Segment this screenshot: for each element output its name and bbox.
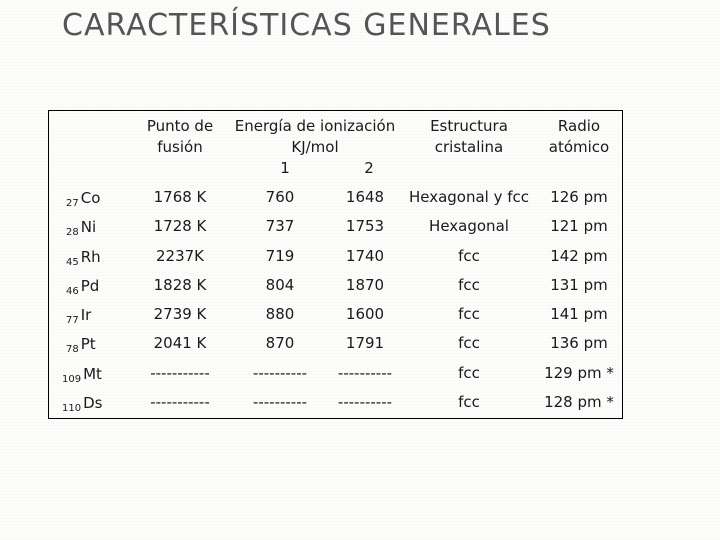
atomic-number: 110 — [62, 403, 82, 414]
cell-structure: fcc — [458, 364, 480, 382]
element-symbol — [66, 277, 99, 297]
cell-melting: 2237K — [155, 247, 204, 265]
element-symbol — [66, 306, 91, 326]
cell-ion2: 1740 — [345, 247, 385, 265]
cell-ion2: 1791 — [345, 334, 385, 352]
element-symbol — [62, 365, 102, 385]
element-symbol — [66, 218, 96, 238]
cell-ion2: ---------- — [337, 393, 393, 411]
cell-structure: fcc — [458, 393, 480, 411]
cell-structure: fcc — [458, 276, 480, 294]
cell-radius: 131 pm — [550, 276, 608, 294]
cell-ion1: 804 — [265, 276, 295, 294]
atomic-number: 28 — [66, 227, 79, 238]
symbol: Pt — [80, 335, 96, 353]
cell-melting: 1828 K — [153, 276, 207, 294]
cell-radius: 141 pm — [550, 305, 608, 323]
symbol: Ds — [83, 394, 103, 412]
cell-structure: fcc — [458, 334, 480, 352]
cell-radius: 128 pm * — [544, 393, 614, 411]
atomic-number: 46 — [66, 286, 79, 297]
cell-melting: 2041 K — [153, 334, 207, 352]
symbol: Pd — [80, 277, 100, 295]
cell-structure: Hexagonal — [429, 217, 509, 235]
cell-ion1: 760 — [265, 188, 295, 206]
cell-ion1: 880 — [265, 305, 295, 323]
cell-radius: 126 pm — [550, 188, 608, 206]
element-symbol — [66, 335, 96, 355]
cell-ion2: 1648 — [345, 188, 385, 206]
atomic-number: 77 — [66, 315, 79, 326]
cell-ion2: 1753 — [345, 217, 385, 235]
atomic-number: 45 — [66, 257, 79, 268]
header-ionization-1: 1 — [280, 159, 290, 177]
cell-radius: 121 pm — [550, 217, 608, 235]
element-symbol — [66, 189, 100, 209]
element-symbol — [62, 394, 102, 414]
cell-melting: 1728 K — [153, 217, 207, 235]
atomic-number: 78 — [66, 344, 79, 355]
cell-melting: 1768 K — [153, 188, 207, 206]
cell-radius: 136 pm — [550, 334, 608, 352]
symbol: Rh — [80, 248, 101, 266]
cell-structure: fcc — [458, 305, 480, 323]
symbol: Co — [80, 189, 101, 207]
header-atomic-radius: Radio atómico — [548, 117, 610, 156]
cell-ion1: ---------- — [252, 393, 308, 411]
cell-melting: ----------- — [150, 393, 210, 411]
cell-structure: fcc — [458, 247, 480, 265]
cell-ion2: ---------- — [337, 364, 393, 382]
symbol: Ni — [80, 218, 97, 236]
cell-structure: Hexagonal y fcc — [408, 188, 530, 206]
cell-radius: 142 pm — [550, 247, 608, 265]
cell-ion2: 1600 — [345, 305, 385, 323]
cell-melting: 2739 K — [153, 305, 207, 323]
symbol: Ir — [80, 306, 92, 324]
cell-radius: 129 pm * — [544, 364, 614, 382]
page-title: CARACTERÍSTICAS GENERALES — [62, 8, 551, 43]
cell-ion1: 719 — [265, 247, 295, 265]
cell-ion2: 1870 — [345, 276, 385, 294]
cell-ion1: 737 — [265, 217, 295, 235]
symbol: Mt — [83, 365, 102, 383]
header-ionization-energy: Energía de ionización KJ/mol — [234, 117, 396, 156]
element-symbol — [66, 248, 101, 268]
cell-ion1: 870 — [265, 334, 295, 352]
atomic-number: 27 — [66, 198, 79, 209]
cell-ion1: ---------- — [252, 364, 308, 382]
header-ionization-2: 2 — [364, 159, 374, 177]
atomic-number: 109 — [62, 374, 82, 385]
header-melting-point: Punto de fusión — [146, 117, 214, 156]
header-crystal-structure: Estructura cristalina — [430, 117, 508, 156]
cell-melting: ----------- — [150, 364, 210, 382]
